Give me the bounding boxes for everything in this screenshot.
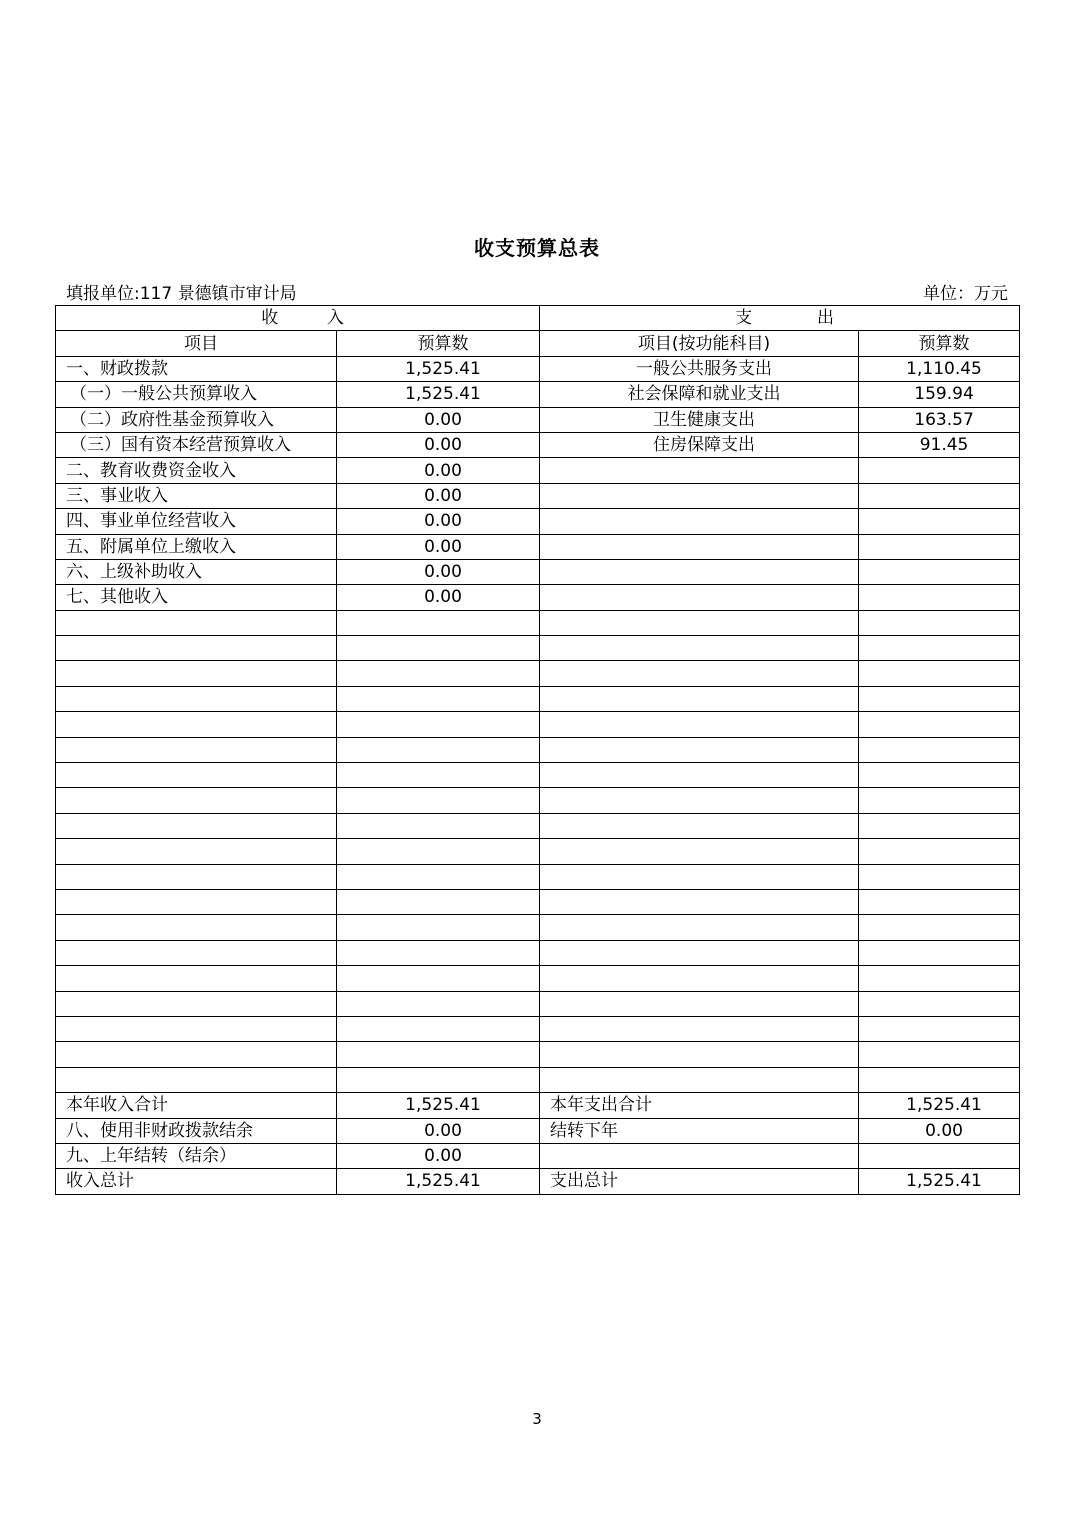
expense-amount-cell (859, 712, 1020, 737)
empty-row (56, 686, 1020, 711)
table-row (56, 509, 1020, 534)
expense-amount-cell (859, 1016, 1020, 1041)
expense-amount-cell (859, 889, 1020, 914)
income-item-cell (56, 1067, 337, 1092)
expense-item-cell (540, 661, 859, 686)
expense-item-cell: 住房保障支出 (540, 432, 859, 457)
income-item-cell: 六、上级补助收入 (56, 559, 337, 584)
income-amount-cell (337, 763, 540, 788)
income-amount-cell (337, 966, 540, 991)
expense-item-cell (540, 610, 859, 635)
income-item-cell: （一）一般公共预算收入 (56, 382, 337, 407)
income-amount-cell (337, 661, 540, 686)
empty-row (56, 712, 1020, 737)
expense-amount-cell (859, 585, 1020, 610)
empty-row (56, 966, 1020, 991)
income-item-cell (56, 686, 337, 711)
empty-row (56, 864, 1020, 889)
income-amount-cell: 1,525.41 (337, 1169, 540, 1194)
income-item-cell: （二）政府性基金预算收入 (56, 407, 337, 432)
expense-amount-cell (859, 788, 1020, 813)
expense-amount-cell (859, 534, 1020, 559)
expense-item-cell (540, 1042, 859, 1067)
income-item-cell: 三、事业收入 (56, 483, 337, 508)
expense-item-cell (540, 1067, 859, 1092)
income-amount-cell: 0.00 (337, 559, 540, 584)
income-amount-cell (337, 1042, 540, 1067)
table-row (56, 534, 1020, 559)
table-row (56, 483, 1020, 508)
income-item-cell (56, 1016, 337, 1041)
expense-item-cell (540, 966, 859, 991)
total-row (56, 1118, 1020, 1143)
income-item-cell: 四、事业单位经营收入 (56, 509, 337, 534)
income-item-cell: 五、附属单位上缴收入 (56, 534, 337, 559)
table-row (56, 458, 1020, 483)
expense-item-cell (540, 763, 859, 788)
income-amount-cell: 0.00 (337, 1143, 540, 1168)
expense-amount-cell (859, 610, 1020, 635)
table-row (56, 559, 1020, 584)
expense-item-cell (540, 712, 859, 737)
income-item-cell (56, 763, 337, 788)
income-amount-cell: 0.00 (337, 585, 540, 610)
income-item-cell (56, 712, 337, 737)
expense-item-cell (540, 788, 859, 813)
income-item-cell (56, 966, 337, 991)
income-amount-cell (337, 1016, 540, 1041)
expense-amount-cell (859, 966, 1020, 991)
expense-item-cell (540, 458, 859, 483)
expense-item-cell: 结转下年 (540, 1118, 859, 1143)
reporting-unit-label: 填报单位:117 景德镇市审计局 (66, 284, 297, 304)
expense-amount-cell (859, 686, 1020, 711)
expense-amount-cell (859, 661, 1020, 686)
income-item-cell: 一、财政拨款 (56, 356, 337, 381)
expense-section-header: 支 出 (540, 306, 1020, 331)
income-amount-cell (337, 915, 540, 940)
empty-row (56, 610, 1020, 635)
expense-amount-cell (859, 763, 1020, 788)
income-item-cell (56, 1042, 337, 1067)
expense-amount-cell (859, 864, 1020, 889)
income-item-cell (56, 610, 337, 635)
empty-row (56, 788, 1020, 813)
income-amount-cell: 0.00 (337, 407, 540, 432)
page-number: 3 (532, 1410, 542, 1428)
expense-amount-cell (859, 940, 1020, 965)
column-header-row (56, 331, 1020, 356)
income-amount-cell (337, 991, 540, 1016)
empty-row (56, 813, 1020, 838)
empty-row (56, 991, 1020, 1016)
income-amount-column-header: 预算数 (337, 331, 540, 356)
empty-row (56, 737, 1020, 762)
expense-amount-cell (859, 1143, 1020, 1168)
table-row (56, 382, 1020, 407)
expense-item-cell: 本年支出合计 (540, 1093, 859, 1118)
income-item-cell: （三）国有资本经营预算收入 (56, 432, 337, 457)
expense-item-cell (540, 839, 859, 864)
table-row (56, 432, 1020, 457)
empty-row (56, 1042, 1020, 1067)
empty-row (56, 915, 1020, 940)
empty-row (56, 636, 1020, 661)
section-header-row (56, 306, 1020, 331)
expense-item-cell (540, 1143, 859, 1168)
expense-item-cell: 支出总计 (540, 1169, 859, 1194)
income-amount-cell: 0.00 (337, 509, 540, 534)
expense-item-cell: 一般公共服务支出 (540, 356, 859, 381)
empty-row (56, 940, 1020, 965)
budget-summary-table (55, 305, 1020, 1195)
expense-amount-cell: 1,110.45 (859, 356, 1020, 381)
income-item-cell: 本年收入合计 (56, 1093, 337, 1118)
expense-amount-cell (859, 839, 1020, 864)
income-item-cell (56, 889, 337, 914)
income-amount-cell (337, 889, 540, 914)
income-item-cell (56, 864, 337, 889)
expense-amount-cell: 91.45 (859, 432, 1020, 457)
empty-row (56, 763, 1020, 788)
expense-item-cell (540, 889, 859, 914)
empty-row (56, 839, 1020, 864)
expense-item-cell (540, 813, 859, 838)
expense-amount-cell: 163.57 (859, 407, 1020, 432)
income-amount-cell (337, 839, 540, 864)
expense-item-cell (540, 636, 859, 661)
income-section-header: 收 入 (56, 306, 540, 331)
expense-item-cell (540, 559, 859, 584)
income-amount-cell (337, 636, 540, 661)
income-amount-cell: 1,525.41 (337, 382, 540, 407)
expense-item-cell (540, 509, 859, 534)
table-row (56, 585, 1020, 610)
income-amount-cell (337, 737, 540, 762)
expense-amount-cell: 0.00 (859, 1118, 1020, 1143)
table-row (56, 356, 1020, 381)
income-amount-cell: 0.00 (337, 458, 540, 483)
income-item-cell: 九、上年结转（结余） (56, 1143, 337, 1168)
expense-item-cell: 社会保障和就业支出 (540, 382, 859, 407)
table-row (56, 407, 1020, 432)
income-item-cell (56, 915, 337, 940)
income-item-cell (56, 940, 337, 965)
expense-item-cell (540, 915, 859, 940)
income-item-cell (56, 737, 337, 762)
expense-amount-cell: 1,525.41 (859, 1169, 1020, 1194)
currency-unit-label: 单位：万元 (923, 284, 1008, 304)
income-item-cell (56, 839, 337, 864)
income-amount-cell: 0.00 (337, 1118, 540, 1143)
income-item-cell: 二、教育收费资金收入 (56, 458, 337, 483)
expense-item-cell (540, 534, 859, 559)
expense-item-cell: 卫生健康支出 (540, 407, 859, 432)
page-title: 收支预算总表 (474, 236, 600, 260)
expense-amount-cell (859, 813, 1020, 838)
income-amount-cell (337, 686, 540, 711)
expense-item-cell (540, 585, 859, 610)
expense-item-cell (540, 864, 859, 889)
income-item-cell (56, 661, 337, 686)
empty-row (56, 661, 1020, 686)
empty-row (56, 1016, 1020, 1041)
expense-amount-cell: 159.94 (859, 382, 1020, 407)
total-row (56, 1143, 1020, 1168)
expense-amount-cell (859, 915, 1020, 940)
income-amount-cell (337, 1067, 540, 1092)
expense-amount-cell (859, 737, 1020, 762)
expense-item-cell (540, 737, 859, 762)
income-amount-cell (337, 610, 540, 635)
empty-row (56, 1067, 1020, 1092)
expense-amount-column-header: 预算数 (859, 331, 1020, 356)
total-row (56, 1169, 1020, 1194)
expense-amount-cell (859, 1067, 1020, 1092)
income-amount-cell (337, 864, 540, 889)
empty-row (56, 889, 1020, 914)
expense-amount-cell (859, 509, 1020, 534)
expense-amount-cell (859, 559, 1020, 584)
income-item-cell (56, 788, 337, 813)
income-amount-cell: 1,525.41 (337, 1093, 540, 1118)
expense-item-column-header: 项目(按功能科目) (540, 331, 859, 356)
expense-item-cell (540, 940, 859, 965)
expense-amount-cell (859, 636, 1020, 661)
income-amount-cell: 0.00 (337, 534, 540, 559)
income-amount-cell: 0.00 (337, 483, 540, 508)
income-item-cell (56, 813, 337, 838)
expense-amount-cell (859, 1042, 1020, 1067)
income-item-cell: 七、其他收入 (56, 585, 337, 610)
income-amount-cell (337, 712, 540, 737)
income-item-cell (56, 636, 337, 661)
income-item-cell: 八、使用非财政拨款结余 (56, 1118, 337, 1143)
expense-amount-cell: 1,525.41 (859, 1093, 1020, 1118)
income-amount-cell (337, 940, 540, 965)
total-row (56, 1093, 1020, 1118)
expense-amount-cell (859, 483, 1020, 508)
expense-amount-cell (859, 458, 1020, 483)
income-item-column-header: 项目 (56, 331, 337, 356)
expense-item-cell (540, 991, 859, 1016)
expense-item-cell (540, 1016, 859, 1041)
income-amount-cell: 0.00 (337, 432, 540, 457)
expense-amount-cell (859, 991, 1020, 1016)
income-amount-cell (337, 813, 540, 838)
expense-item-cell (540, 686, 859, 711)
income-amount-cell (337, 788, 540, 813)
income-amount-cell: 1,525.41 (337, 356, 540, 381)
income-item-cell: 收入总计 (56, 1169, 337, 1194)
expense-item-cell (540, 483, 859, 508)
income-item-cell (56, 991, 337, 1016)
